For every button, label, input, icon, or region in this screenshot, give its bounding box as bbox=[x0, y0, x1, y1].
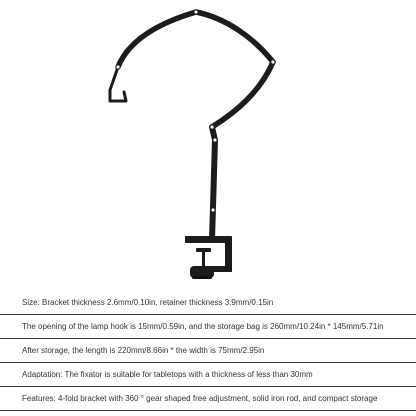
spec-row-features bbox=[0, 387, 416, 411]
spec-text: After storage, the length is 220mm/8.66in * the width is 75mm/2.95in bbox=[22, 346, 265, 355]
spec-text: Size: Bracket thickness 2.6mm/0.10in, retainer thickness 3.9mm/0.15in bbox=[22, 298, 274, 307]
spec-text: Adaptation: The fixator is suitable for tabletops with a thickness of less than 30mm bbox=[22, 370, 313, 379]
clamp-top-plate bbox=[185, 236, 231, 243]
pivot-joint bbox=[211, 208, 214, 211]
spec-row-opening bbox=[0, 315, 416, 339]
pivot-joint bbox=[271, 60, 274, 63]
spec-text: The opening of the lamp hook is 15mm/0.59in, and the storage bag is 260mm/10.24in * 145mm/5.71in bbox=[22, 322, 384, 331]
vertical-rod bbox=[212, 140, 215, 240]
clamp-knob-shadow bbox=[192, 276, 212, 279]
pivot-joint bbox=[194, 10, 197, 13]
spec-row-size bbox=[0, 291, 416, 315]
spec-text: Features: 4-fold bracket with 360 ° gear shaped free adjustment, solid iron rod, and compact storage bbox=[22, 394, 378, 403]
clamp-screw bbox=[202, 250, 205, 268]
clamp-pad bbox=[196, 248, 211, 252]
spec-row-adaptation bbox=[0, 363, 416, 387]
pivot-joint bbox=[213, 138, 216, 141]
spec-row-storage bbox=[0, 339, 416, 363]
spec-list bbox=[0, 291, 416, 416]
pivot-joint bbox=[116, 65, 119, 68]
pivot-joint bbox=[210, 125, 213, 128]
